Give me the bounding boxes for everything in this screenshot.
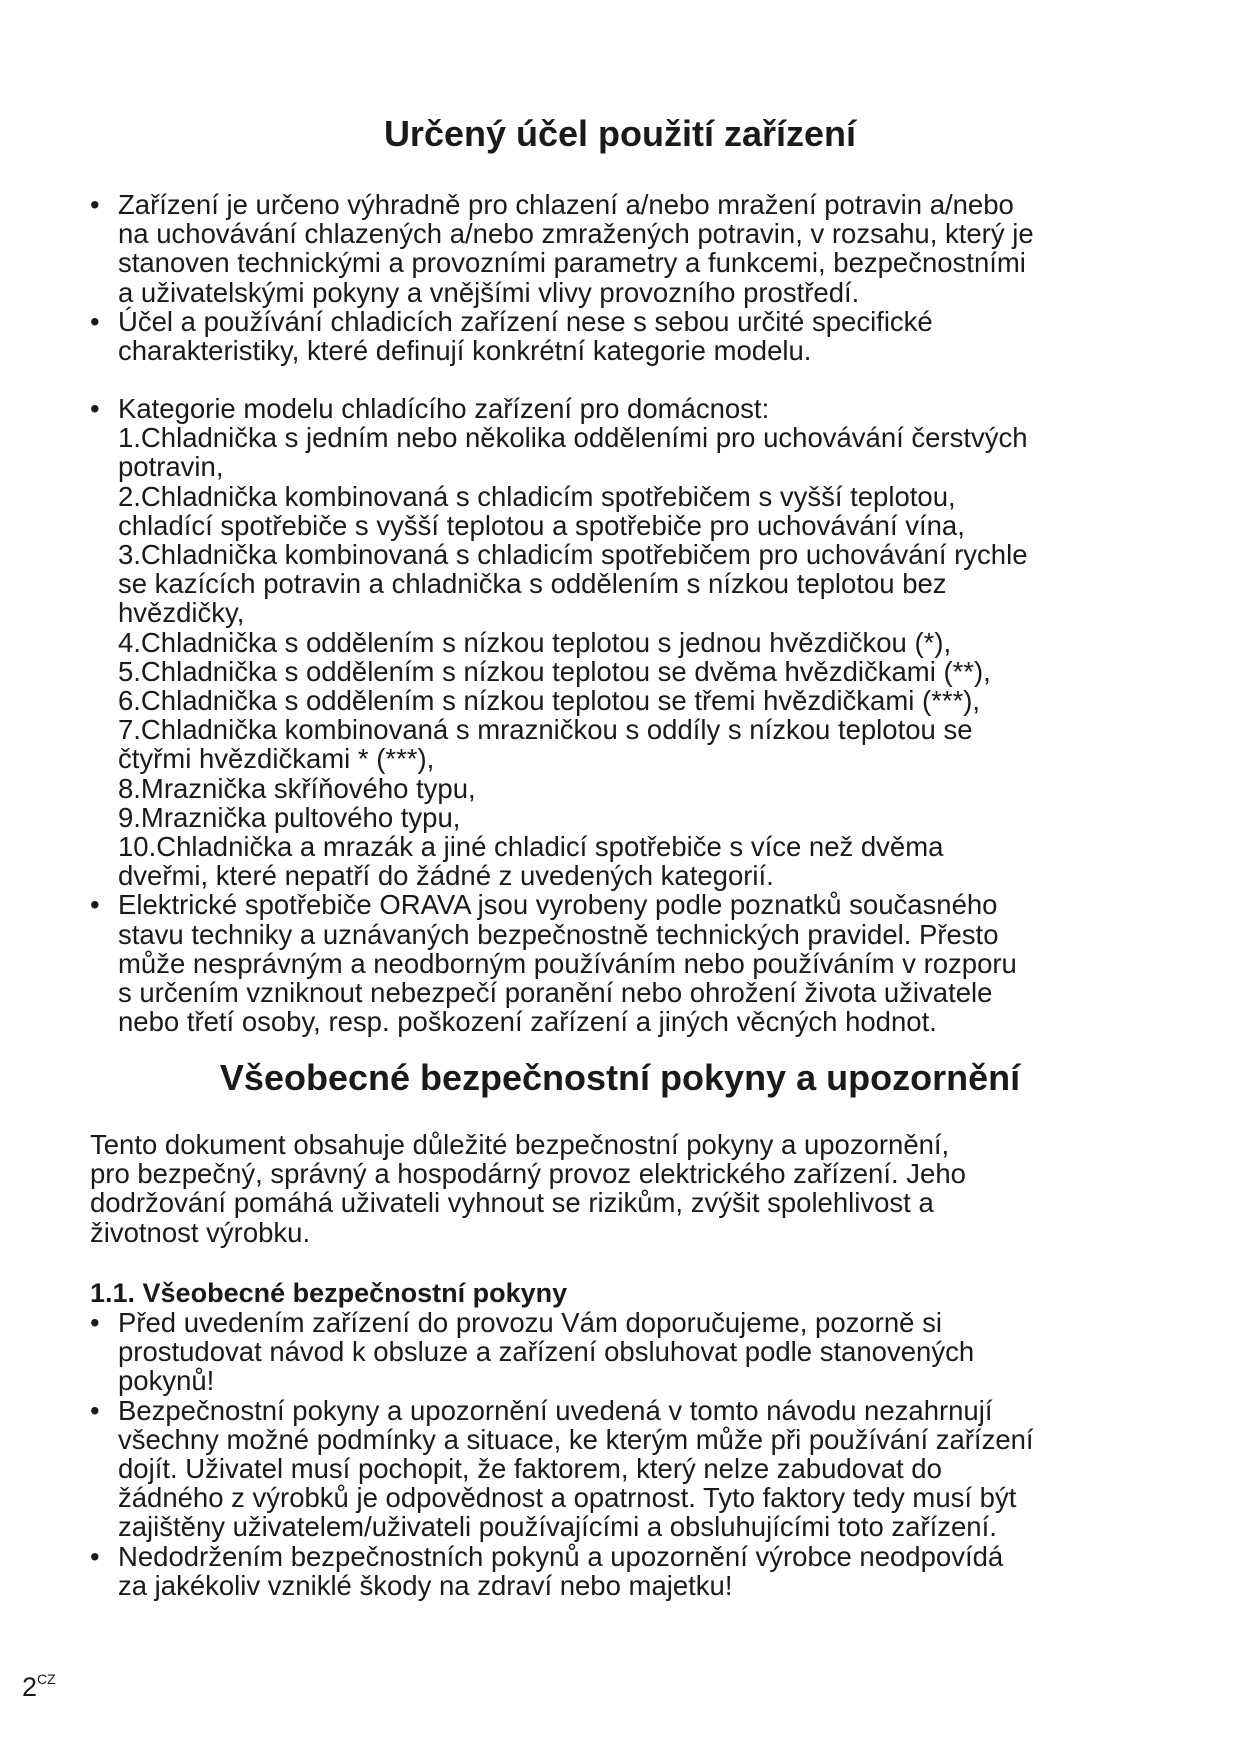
- list-item: [90, 394, 1160, 890]
- text-line: • Zařízení je určeno výhradně pro chlazení a/nebo mražení potravin a/nebo: [118, 189, 1014, 220]
- section-title-safety: Všeobecné bezpečnostní pokyny a upozornění: [219, 1057, 1021, 1098]
- text-line: dodržování pomáhá uživateli vyhnout se rizikům, zvýšit spolehlivost a: [90, 1187, 934, 1219]
- text-line: • Před uvedením zařízení do provozu Vám doporučujeme, pozorně si: [118, 1307, 942, 1338]
- text-line: • Elektrické spotřebiče ORAVA jsou vyrobeny podle poznatků současného: [118, 889, 998, 921]
- subheading-general-safety: 1.1. Všeobecné bezpečnostní pokyny: [90, 1278, 568, 1308]
- text-line: 5.Chladnička s oddělením s nízkou teplotou se dvěma hvězdičkami (**),: [118, 655, 991, 687]
- language-code: CZ: [37, 1671, 56, 1687]
- text-line: • Nedodržením bezpečnostních pokynů a upozornění výrobce neodpovídá: [118, 1540, 1004, 1572]
- text-line: 8.Mraznička skříňového typu,: [118, 772, 476, 804]
- text-line: potravin,: [118, 451, 224, 483]
- list-item: [90, 190, 1160, 307]
- text-line: • Účel a používání chladicích zařízení nese s sebou určité specifické: [118, 305, 933, 337]
- list-item: [90, 890, 1160, 1036]
- text-line: 4.Chladnička s oddělením s nízkou teplotou s jednou hvězdičkou (*),: [118, 626, 952, 658]
- text-line: životnost výrobku.: [90, 1216, 311, 1248]
- page-number-value: 2: [22, 1672, 38, 1702]
- text-line: s určením vzniknout nebezpečí poranění nebo ohrožení života uživatele: [118, 977, 993, 1009]
- text-line: se kazících potravin a chladnička s oddělením s nízkou teplotou bez: [118, 568, 947, 600]
- text-line: může nesprávným a neodborným používáním nebo používáním v rozporu: [118, 947, 1017, 979]
- text-line: za jakékoliv vzniklé škody na zdraví nebo majetku!: [118, 1569, 733, 1601]
- text-line: všechny možné podmínky a situace, ke kterým může při používání zařízení: [118, 1423, 1034, 1455]
- text-line: nebo třetí osoby, resp. poškození zařízení a jiných věcných hodnot.: [118, 1006, 937, 1038]
- text-line: pro bezpečný, správný a hospodárný provoz elektrického zařízení. Jeho: [90, 1158, 966, 1190]
- text-line: hvězdičky,: [118, 597, 245, 629]
- text-line: dojít. Uživatel musí pochopit, že faktorem, který nelze zabudovat do: [118, 1453, 942, 1485]
- text-line: 9.Mraznička pultového typu,: [118, 801, 461, 833]
- text-line: Tento dokument obsahuje důležité bezpečnostní pokyny a upozornění,: [90, 1129, 950, 1160]
- text-line: dveřmi, které nepatří do žádné z uvedených kategorií.: [118, 860, 774, 892]
- text-line: 7.Chladnička kombinovaná s mrazničkou s oddíly s nízkou teplotou se: [118, 714, 973, 746]
- text-line: prostudovat návod k obsluze a zařízení obsluhovat podle stanovených: [118, 1336, 975, 1368]
- intended-use-list-b: [90, 394, 1160, 1036]
- text-line: chladící spotřebiče s vyšší teplotou a spotřebiče pro uchovávání vína,: [118, 509, 965, 541]
- text-line: 10.Chladnička a mrazák a jiné chladicí spotřebiče s více než dvěma: [118, 831, 944, 863]
- section-title-intended-use: Určený účel použití zařízení: [383, 113, 857, 154]
- text-line: a uživatelskými pokyny a vnějšími vlivy provozního prostředí.: [118, 276, 860, 308]
- intended-use-list-a: [90, 190, 1160, 365]
- text-line: čtyřmi hvězdičkami * (***),: [118, 743, 435, 775]
- text-line: 2.Chladnička kombinovaná s chladicím spotřebičem s vyšší teplotou,: [118, 480, 956, 512]
- text-line: pokynů!: [118, 1365, 215, 1397]
- safety-list: [90, 1308, 1160, 1600]
- text-line: charakteristiky, které definují konkrétní kategorie modelu.: [118, 335, 812, 367]
- text-line: 6.Chladnička s oddělením s nízkou teplotou se třemi hvězdičkami (***),: [118, 685, 981, 717]
- page-number: [22, 1664, 56, 1702]
- text-line: zajištěny uživatelem/uživateli používajícími a obsluhujícími toto zařízení.: [118, 1511, 997, 1543]
- text-line: • Bezpečnostní pokyny a upozornění uvedená v tomto návodu nezahrnují: [118, 1394, 993, 1426]
- text-line: 3.Chladnička kombinovaná s chladicím spotřebičem pro uchovávání rychle: [118, 539, 1028, 571]
- safety-intro-paragraph: [90, 1130, 1160, 1247]
- list-item: [90, 1542, 1160, 1600]
- text-line: stavu techniky a uznávaných bezpečnostně technických pravidel. Přesto: [118, 918, 999, 950]
- text-line: žádného z výrobků je odpovědnost a opatrnost. Tyto faktory tedy musí být: [118, 1482, 1017, 1514]
- text-line: na uchovávání chlazených a/nebo zmražených potravin, v rozsahu, který je: [118, 218, 1034, 250]
- text-line: 1.Chladnička s jedním nebo několika odděleními pro uchovávání čerstvých: [118, 422, 1028, 454]
- list-item: [90, 1396, 1160, 1542]
- list-item: [90, 1308, 1160, 1396]
- text-line: stanoven technickými a provozními parametry a funkcemi, bezpečnostními: [118, 247, 1026, 279]
- list-item: [90, 307, 1160, 365]
- text-line: • Kategorie modelu chladícího zařízení pro domácnost:: [118, 393, 770, 424]
